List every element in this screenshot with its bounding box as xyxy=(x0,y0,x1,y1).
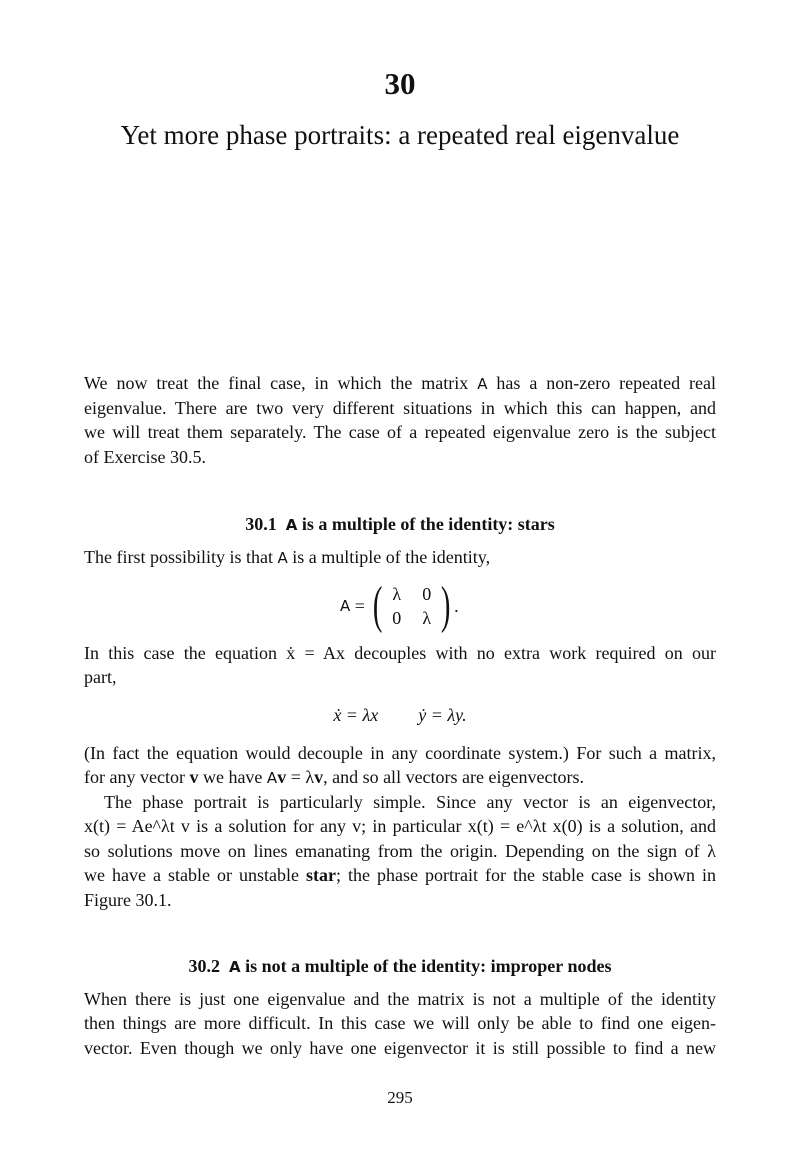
chapter-number: 30 xyxy=(384,66,416,101)
section2-line-3: vector. Even though we only have one eigenvector it is still possible to find a new xyxy=(84,1038,716,1058)
matrix-equation: A = ( λ 0 0 λ ) . xyxy=(340,577,459,634)
section-heading-30-2: 30.2 A is not a multiple of the identity: improper nodes xyxy=(188,956,612,976)
section-heading-30-1: 30.1 A is a multiple of the identity: stars xyxy=(245,514,555,534)
section2-line-2: then things are more difficult. In this case we will only be able to find one eigen- xyxy=(84,1013,716,1033)
matrix-cell: 0 xyxy=(422,584,432,604)
page-number: 295 xyxy=(387,1088,413,1107)
section1-para-2-line-2: part, xyxy=(84,667,117,687)
matrix-cell: λ xyxy=(392,584,402,604)
section1-para-4-line-5: Figure 30.1. xyxy=(84,890,172,910)
section1-para-4-line-2: x(t) = Ae^λt v is a solution for any v; in particular x(t) = e^λt x(0) is a solution, and xyxy=(84,816,716,836)
section1-para-2-line-1: In this case the equation ẋ = Ax decouples with no extra work required on our xyxy=(84,643,716,663)
left-paren-icon: ( xyxy=(373,577,383,634)
intro-line-2: eigenvalue. There are two very different situations in which this can happen, and xyxy=(84,398,716,418)
section1-para-1: The first possibility is that A is a multiple of the identity, xyxy=(84,547,491,567)
matrix-cell: 0 xyxy=(392,608,402,628)
intro-line-4: of Exercise 30.5. xyxy=(84,447,206,467)
right-paren-icon: ) xyxy=(440,577,451,634)
section1-para-3-line-1: (In fact the equation would decouple in any coordinate system.) For such a matrix, xyxy=(84,743,716,763)
section2-line-1: When there is just one eigenvalue and the matrix is not a multiple of the identity xyxy=(84,989,716,1009)
intro-line-1: We now treat the final case, in which the matrix A has a non-zero repeated real xyxy=(84,373,716,393)
section1-para-3-line-2: for any vector v we have Av = λv, and so all vectors are eigenvectors. xyxy=(84,767,584,787)
section1-para-4-line-3: so solutions move on lines emanating from the origin. Depending on the sign of λ xyxy=(84,841,716,861)
matrix-grid xyxy=(387,583,437,629)
chapter-title: Yet more phase portraits: a repeated real eigenvalue xyxy=(120,120,680,150)
decoupled-equations: ẋ = λx ẏ = λy. xyxy=(333,705,467,725)
intro-line-3: we will treat them separately. The case of a repeated eigenvalue zero is the subject xyxy=(84,422,716,442)
section1-para-4-line-4: we have a stable or unstable star; the phase portrait for the stable case is shown in xyxy=(84,865,717,885)
section1-para-4-line-1: The phase portrait is particularly simple. Since any vector is an eigenvector, xyxy=(104,792,716,812)
matrix-cell: λ xyxy=(422,608,432,628)
